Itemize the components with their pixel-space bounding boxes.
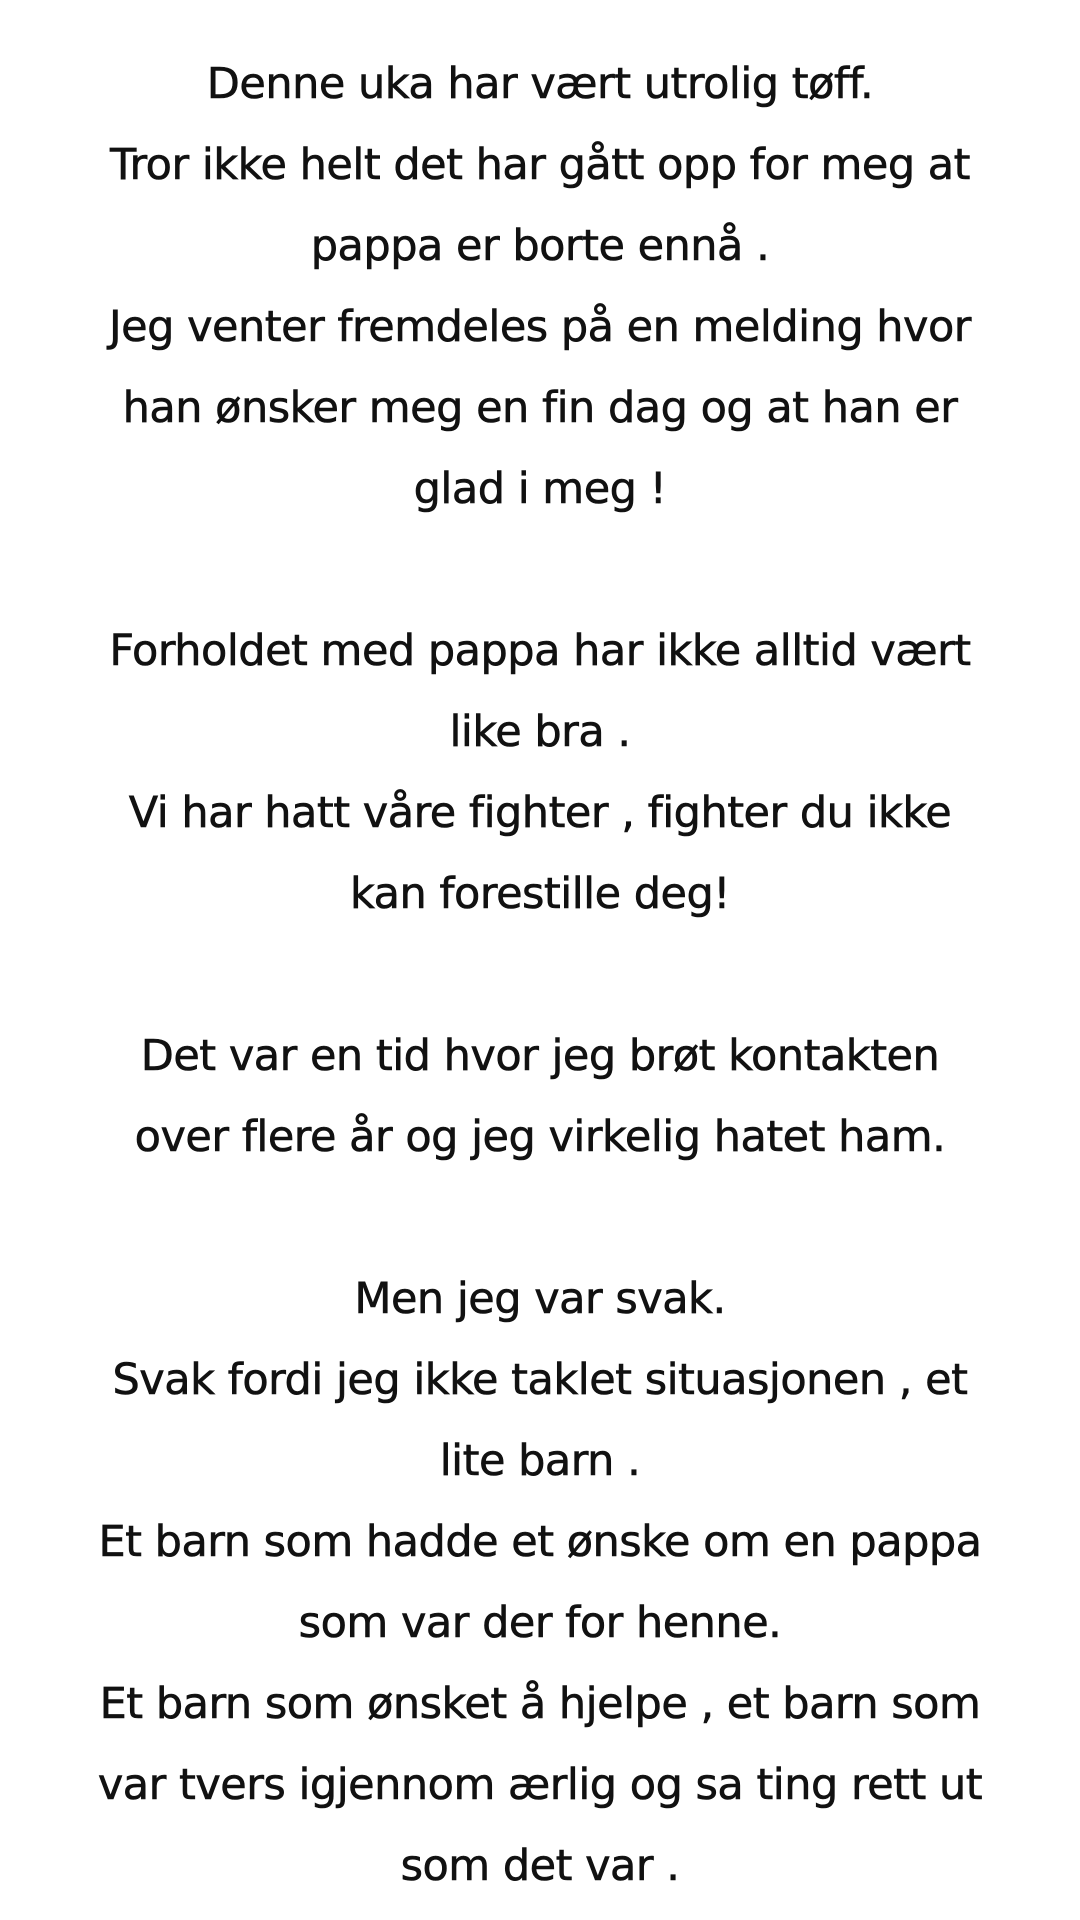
text-line: som det var . xyxy=(400,1841,680,1891)
text-line: over flere år og jeg virkelig hatet ham. xyxy=(134,1112,946,1162)
text-content xyxy=(40,44,1040,1907)
text-line: Forholdet med pappa har ikke alltid vært xyxy=(109,626,971,676)
text-line: Et barn som hadde et ønske om en pappa xyxy=(98,1517,982,1567)
text-line: pappa er borte ennå . xyxy=(310,221,770,271)
paragraph-spacer xyxy=(40,530,1040,611)
text-line: like bra . xyxy=(449,707,631,757)
text-line: Svak fordi jeg ikke taklet situasjonen , et xyxy=(112,1355,968,1405)
text-line: Denne uka har vært utrolig tøff. xyxy=(206,59,874,109)
text-line: Det var en tid hvor jeg brøt kontakten xyxy=(140,1031,940,1081)
text-line: han ønsker meg en fin dag og at han er xyxy=(122,383,958,433)
text-line: Vi har hatt våre fighter , fighter du ikke xyxy=(128,788,952,838)
text-line: Et barn som ønsket å hjelpe , et barn som xyxy=(99,1679,981,1729)
text-line: Tror ikke helt det har gått opp for meg at xyxy=(110,140,970,190)
text-line: kan forestille deg! xyxy=(349,869,731,919)
text-line: glad i meg ! xyxy=(413,464,667,514)
text-line: Jeg venter fremdeles på en melding hvor xyxy=(109,302,971,352)
text-line: Men jeg var svak. xyxy=(354,1274,726,1324)
text-line: som var der for henne. xyxy=(298,1598,782,1648)
text-line: var tvers igjennom ærlig og sa ting rett ut xyxy=(97,1760,983,1810)
paragraph-spacer xyxy=(40,1178,1040,1259)
text-line: lite barn . xyxy=(439,1436,641,1486)
paragraph-spacer xyxy=(40,935,1040,1016)
